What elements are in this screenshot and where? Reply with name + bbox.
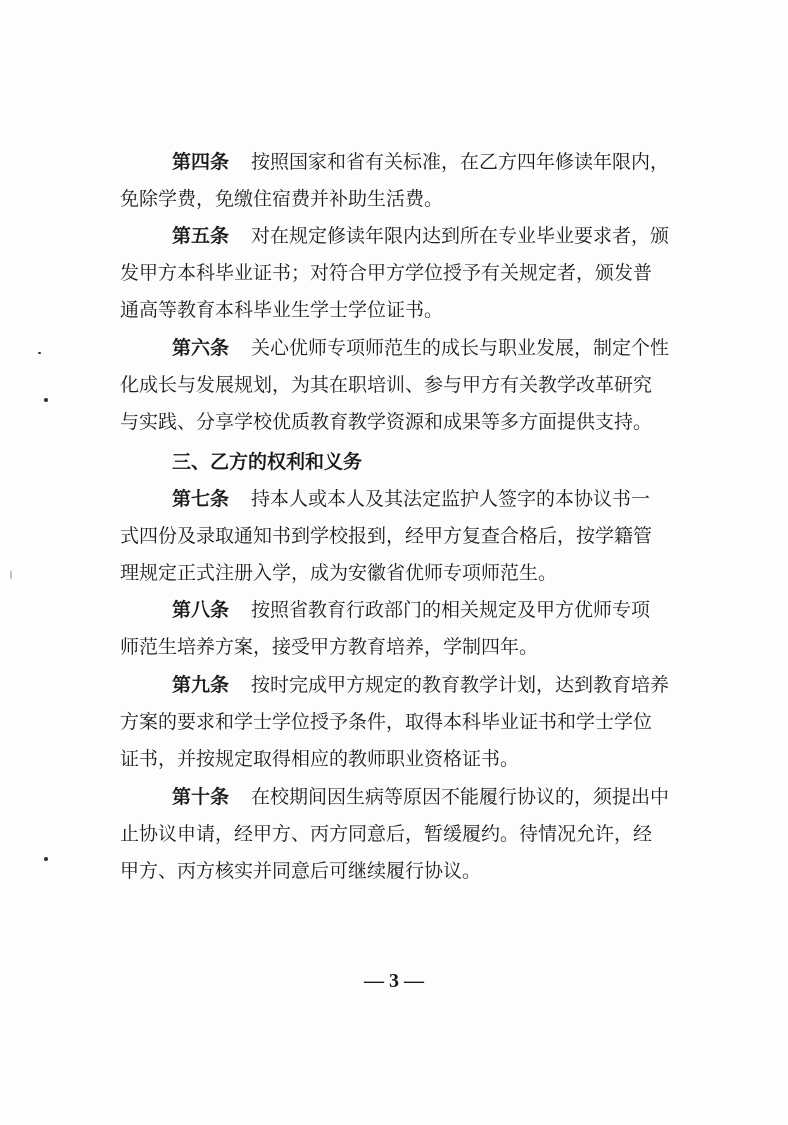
article-5-number: 第五条	[172, 225, 230, 247]
article-7-number: 第七条	[172, 488, 230, 510]
article-5-text-2: 发甲方本科毕业证书；对符合甲方学位授予有关规定者，颁发普	[120, 262, 653, 284]
article-10-text-2: 止协议申请，经甲方、丙方同意后，暂缓履约。待情况允许，经	[120, 823, 653, 845]
section-heading: 三、乙方的权利和义务	[172, 451, 363, 473]
article-4-first-line	[172, 150, 752, 174]
article-6-number: 第六条	[172, 337, 230, 359]
article-6-text-1: 关心优师专项师范生的成长与职业发展，制定个性	[251, 337, 670, 359]
article-7-text-3: 理规定正式注册入学，成为安徽省优师专项师范生。	[120, 562, 558, 584]
article-9-first-line	[172, 673, 752, 697]
article-5-first-line	[172, 224, 752, 248]
article-4-text-1: 按照国家和省有关标准，在乙方四年修读年限内，	[251, 151, 670, 173]
article-6-first-line	[172, 336, 752, 360]
article-8-text-2: 师范生培养方案，接受甲方教育培养，学制四年。	[120, 636, 539, 658]
scan-speck	[10, 570, 12, 580]
scan-speck	[38, 352, 41, 354]
article-7-first-line	[172, 487, 752, 511]
article-8-first-line	[172, 598, 752, 622]
article-10-text-3: 甲方、丙方核实并同意后可继续履行协议。	[120, 860, 482, 882]
article-5-text-1: 对在规定修读年限内达到所在专业毕业要求者，颁	[251, 225, 670, 247]
article-9-number: 第九条	[172, 674, 230, 696]
article-8-number: 第八条	[172, 599, 230, 621]
article-10-first-line	[172, 785, 752, 809]
scan-speck	[44, 857, 48, 861]
article-6-text-2: 化成长与发展规划，为其在职培训、参与甲方有关教学改革研究	[120, 374, 653, 396]
article-10-text-1: 在校期间因生病等原因不能履行协议的，须提出中	[251, 786, 670, 808]
article-5-text-3: 通高等教育本科毕业生学士学位证书。	[120, 299, 444, 321]
article-9-text-2: 方案的要求和学士学位授予条件，取得本科毕业证书和学士学位	[120, 711, 653, 733]
page-number: — 3 —	[364, 970, 424, 992]
article-9-text-1: 按时完成甲方规定的教育教学计划，达到教育培养	[251, 674, 670, 696]
article-4-number: 第四条	[172, 151, 230, 173]
article-8-text-1: 按照省教育行政部门的相关规定及甲方优师专项	[251, 599, 651, 621]
article-9-text-3: 证书，并按规定取得相应的教师职业资格证书。	[120, 748, 520, 770]
scan-speck	[44, 398, 48, 402]
article-7-text-2: 式四份及录取通知书到学校报到，经甲方复查合格后，按学籍管	[120, 525, 653, 547]
article-4-text-2: 免除学费，免缴住宿费并补助生活费。	[120, 188, 444, 210]
article-7-text-1: 持本人或本人及其法定监护人签字的本协议书一	[251, 488, 651, 510]
article-10-number: 第十条	[172, 786, 230, 808]
article-6-text-3: 与实践、分享学校优质教育教学资源和成果等多方面提供支持。	[120, 411, 653, 433]
